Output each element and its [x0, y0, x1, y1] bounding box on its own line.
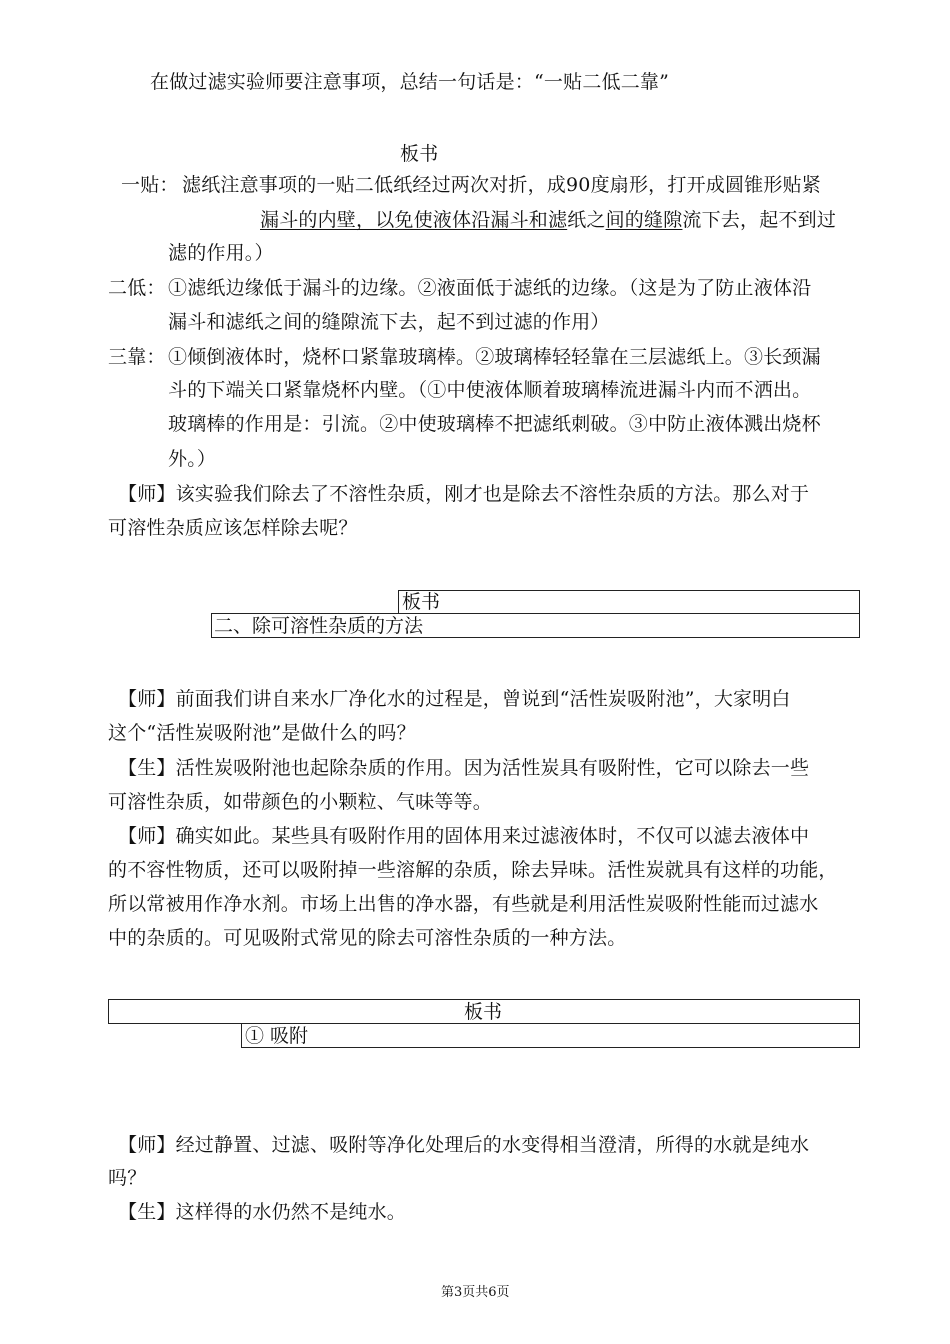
- yitie-label: 一贴：: [121, 174, 179, 196]
- erdi-line-2: 漏斗和滤纸之间的缝隙流下去，起不到过滤的作用）: [168, 311, 610, 333]
- board-box-2-title: 板书: [464, 1001, 503, 1023]
- yitie-line-2: [260, 208, 836, 232]
- sankao-line-3: 玻璃棒的作用是：引流。②中使玻璃棒不把滤纸刺破。③中防止液体溅出烧杯: [168, 413, 821, 435]
- sankao-line-2: 斗的下端关口紧靠烧杯内壁。（①中使液体顺着玻璃棒流进漏斗内而不洒出。: [168, 379, 812, 401]
- para4-line-4: 中的杂质的。可见吸附式常见的除去可溶性杂质的一种方法。: [108, 927, 627, 949]
- yitie-line-2-end: 流下去，起不到过: [682, 209, 837, 231]
- para1-line-1: 【师】该实验我们除去了不溶性杂质，刚才也是除去不溶性杂质的方法。那么对于: [118, 483, 810, 505]
- board-heading: 板书: [400, 143, 439, 165]
- para1-line-2: 可溶性杂质应该怎样除去呢？: [108, 517, 358, 539]
- intro-line: 在做过滤实验师要注意事项，总结一句话是：“一贴二低二靠”: [150, 71, 670, 93]
- sankao-label: 三靠：: [108, 346, 166, 368]
- sankao-line-4: 外。）: [168, 448, 217, 470]
- board-box-2-item: ① 吸附: [245, 1025, 309, 1047]
- para4-line-3: 所以常被用作净水剂。市场上出售的净水器，有些就是利用活性炭吸附性能而过滤水: [108, 893, 819, 915]
- para5-line-2: 吗？: [108, 1167, 147, 1189]
- para4-line-2: 的不容性物质，还可以吸附掉一些溶解的杂质，除去异味。活性炭就具有这样的功能，: [108, 859, 838, 881]
- para5-line-1: 【师】经过静置、过滤、吸附等净化处理后的水变得相当澄清，所得的水就是纯水: [118, 1134, 810, 1156]
- board-box-2-item-cell: [241, 1023, 860, 1048]
- board-box-1-title-cell: [398, 590, 860, 614]
- yitie-line-2-underlined-b: 间的缝隙: [605, 209, 683, 231]
- para2-line-2: 这个“活性炭吸附池”是做什么的吗？: [108, 722, 416, 744]
- board-box-1-title: 板书: [402, 591, 441, 613]
- para2-line-1: 【师】前面我们讲自来水厂净化水的过程是，曾说到“活性炭吸附池”，大家明白: [118, 688, 791, 710]
- erdi-label: 二低：: [108, 277, 166, 299]
- para3-line-2: 可溶性杂质，如带颜色的小颗粒、气味等等。: [108, 791, 493, 813]
- para4-line-1: 【师】确实如此。某些具有吸附作用的固体用来过滤液体时，不仅可以滤去液体中: [118, 825, 810, 847]
- yitie-line-3: 滤的作用。）: [168, 242, 274, 264]
- sankao-line-1: ①倾倒液体时，烧杯口紧靠玻璃棒。②玻璃棒轻轻靠在三层滤纸上。③长颈漏: [168, 346, 821, 368]
- page-footer: 第3页共6页: [441, 1285, 510, 1300]
- yitie-line-2-underlined-a: 漏斗的内壁，以免使液体沿漏斗和滤: [260, 209, 568, 231]
- para3-line-1: 【生】活性炭吸附池也起除杂质的作用。因为活性炭具有吸附性，它可以除去一些: [118, 757, 810, 779]
- yitie-line-1: 滤纸注意事项的一贴二低纸经过两次对折，成90度扇形，打开成圆锥形贴紧: [182, 174, 821, 196]
- yitie-line-2-mid: 纸之: [567, 209, 606, 231]
- erdi-line-1: ①滤纸边缘低于漏斗的边缘。②液面低于滤纸的边缘。（这是为了防止液体沿: [168, 277, 812, 299]
- board-box-1-item: 二、除可溶性杂质的方法: [214, 615, 424, 637]
- para6-line-1: 【生】这样得的水仍然不是纯水。: [118, 1201, 407, 1223]
